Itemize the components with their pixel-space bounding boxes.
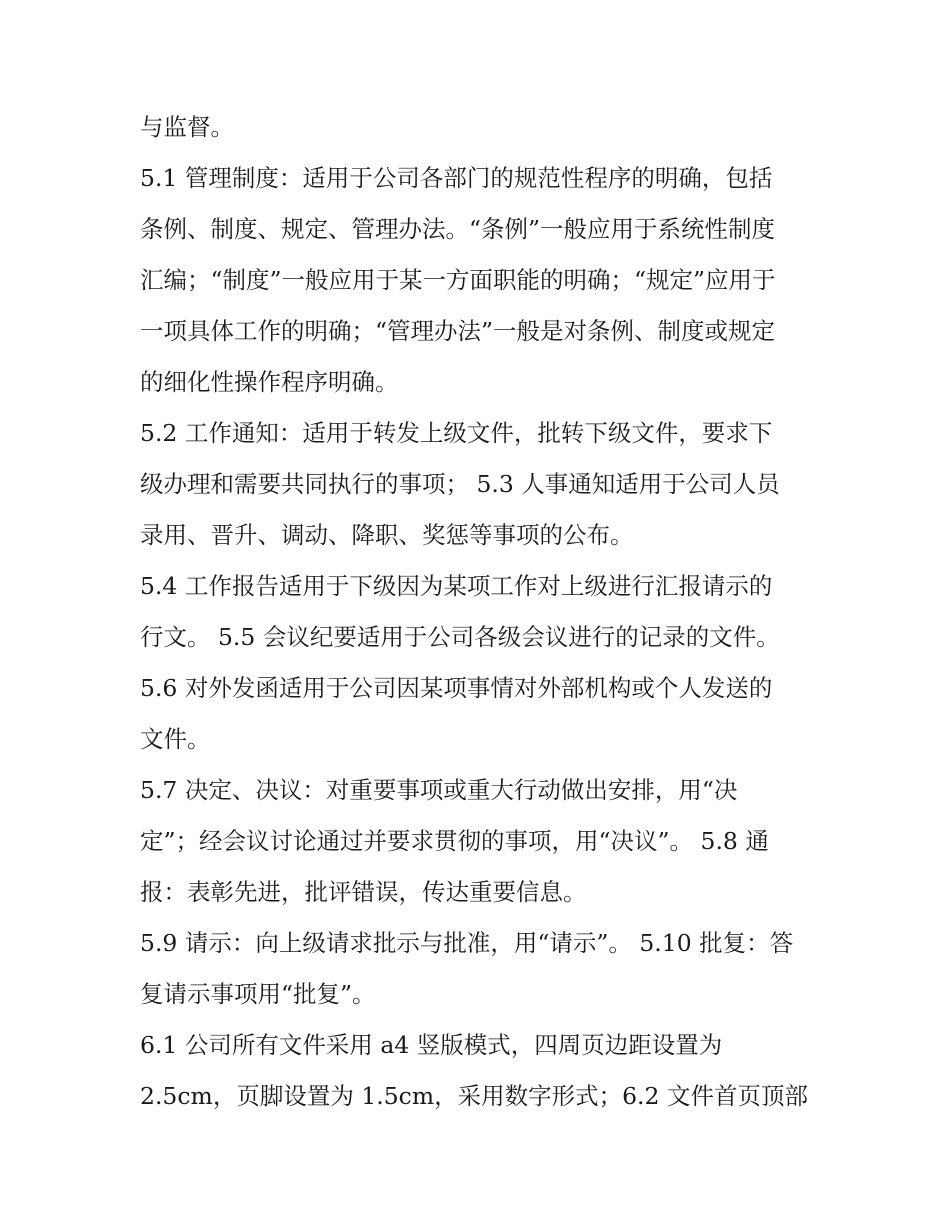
text-line: 条例、制度、规定、管理办法。“条例”一般应用于系统性制度 [140, 215, 776, 243]
document-body [140, 102, 820, 1122]
text-line: 5.9 请示：向上级请求批示与批准，用“请示”。 5.10 批复：答 [140, 929, 794, 957]
text-line: 复请示事项用“批复”。 [140, 980, 376, 1008]
text-line: 5.7 决定、决议：对重要事项或重大行动做出安排，用“决 [140, 776, 738, 804]
text-line: 行文。 5.5 会议纪要适用于公司各级会议进行的记录的文件。 [140, 623, 780, 651]
text-line: 级办理和需要共同执行的事项； 5.3 人事通知适用于公司人员 [140, 470, 780, 498]
text-line: 2.5cm，页脚设置为 1.5cm，采用数字形式；6.2 文件首页顶部 [140, 1082, 808, 1110]
text-line: 5.2 工作通知：适用于转发上级文件，批转下级文件，要求下 [140, 419, 773, 447]
text-line: 的细化性操作程序明确。 [140, 368, 399, 396]
text-line: 文件。 [140, 725, 211, 753]
text-line: 一项具体工作的明确；“管理办法”一般是对条例、制度或规定 [140, 317, 776, 345]
text-line: 录用、晋升、调动、降职、奖惩等事项的公布。 [140, 521, 634, 549]
text-line: 5.1 管理制度：适用于公司各部门的规范性程序的明确，包括 [140, 164, 773, 192]
text-line: 定”；经会议讨论通过并要求贯彻的事项，用“决议”。 5.8 通 [140, 827, 769, 855]
text-line: 5.6 对外发函适用于公司因某项事情对外部机构或个人发送的 [140, 674, 773, 702]
text-line: 与监督。 [140, 113, 234, 141]
text-line: 报：表彰先进，批评错误，传达重要信息。 [140, 878, 587, 906]
text-line: 6.1 公司所有文件采用 a4 竖版模式，四周页边距设置为 [140, 1031, 723, 1059]
text-line: 汇编；“制度”一般应用于某一方面职能的明确；“规定”应用于 [140, 266, 776, 294]
text-line: 5.4 工作报告适用于下级因为某项工作对上级进行汇报请示的 [140, 572, 773, 600]
